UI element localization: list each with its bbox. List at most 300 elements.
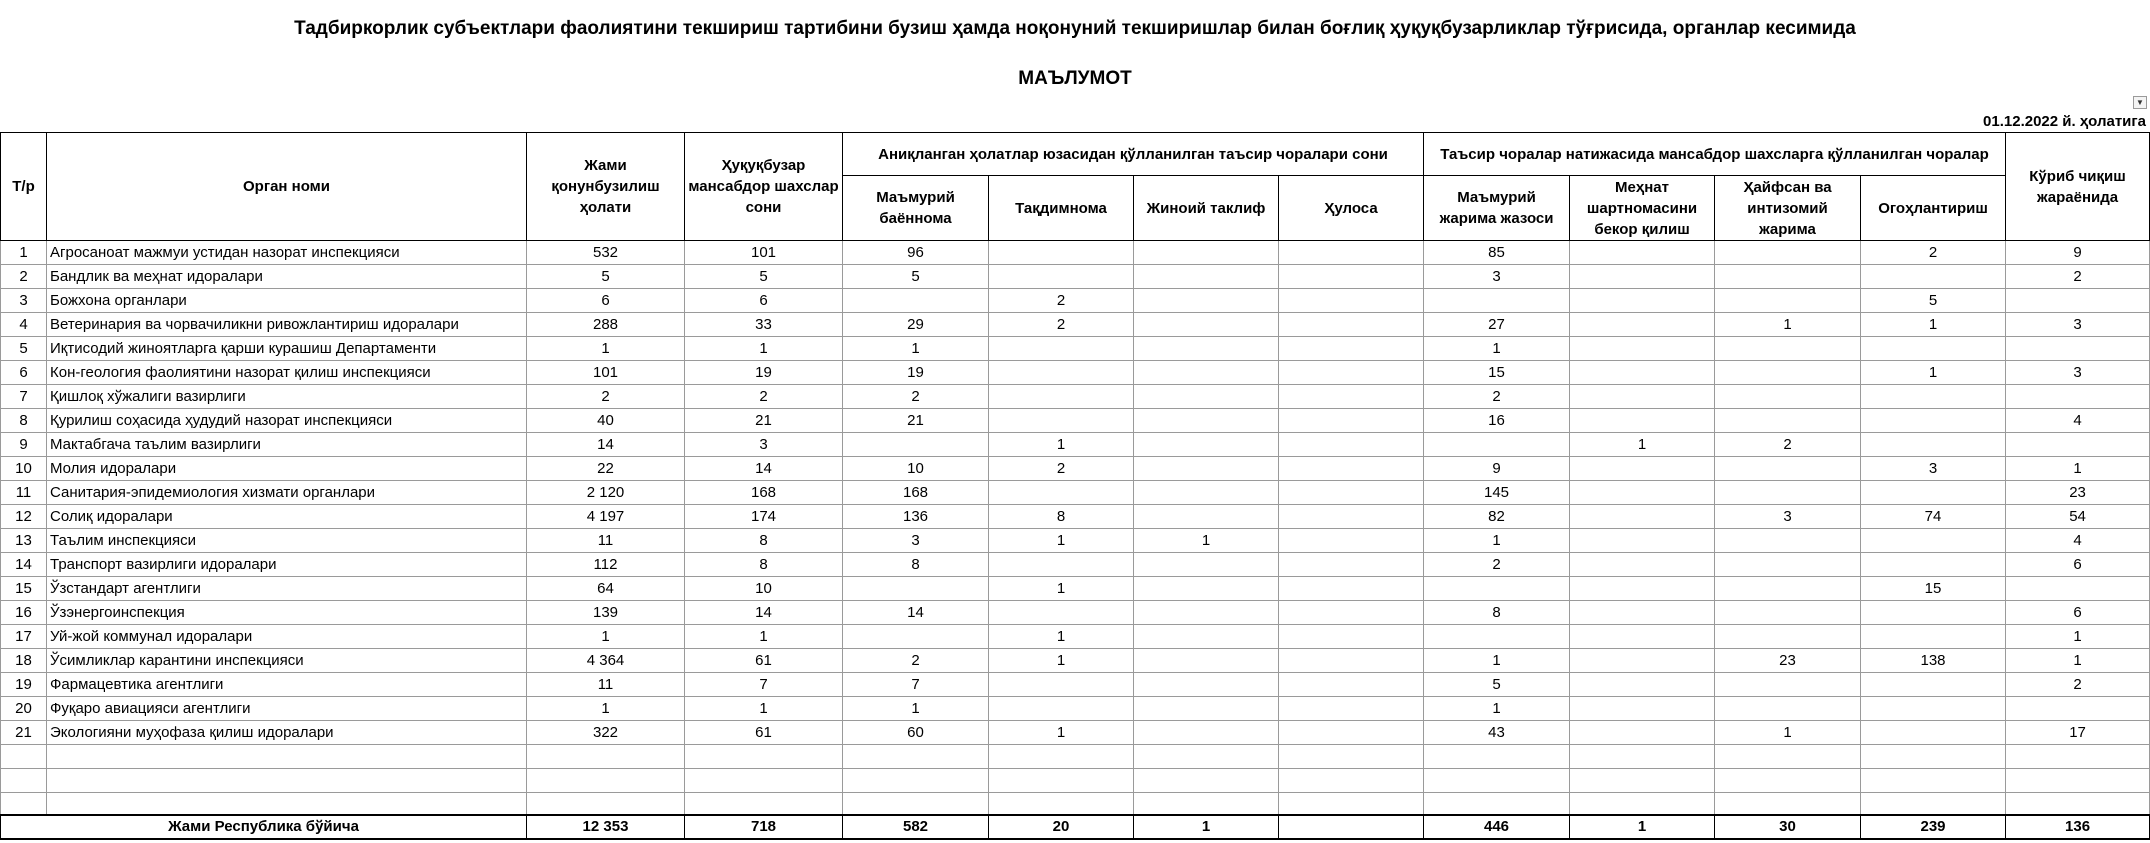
admin-protocol-cell: 96 bbox=[843, 241, 989, 265]
total-violations-cell: 532 bbox=[527, 241, 685, 265]
totals-recommendation: 20 bbox=[989, 815, 1134, 839]
totals-conclusion bbox=[1279, 815, 1424, 839]
col-header-num: Т/р bbox=[1, 133, 47, 241]
empty-cell bbox=[2006, 793, 2150, 816]
contract-termination-cell bbox=[1570, 601, 1715, 625]
discipline-cell: 3 bbox=[1715, 505, 1861, 529]
col-header-conclusion: Ҳулоса bbox=[1279, 176, 1424, 241]
row-number-cell: 17 bbox=[1, 625, 47, 649]
recommendation-cell bbox=[989, 265, 1134, 289]
col-header-contract: Меҳнат шартномасини бекор қилиш bbox=[1570, 176, 1715, 241]
conclusion-cell bbox=[1279, 625, 1424, 649]
admin-fine-cell: 82 bbox=[1424, 505, 1570, 529]
admin-fine-cell: 1 bbox=[1424, 697, 1570, 721]
table-row bbox=[1, 577, 2150, 601]
admin-protocol-cell: 21 bbox=[843, 409, 989, 433]
totals-discipline: 30 bbox=[1715, 815, 1861, 839]
table-row bbox=[1, 529, 2150, 553]
in-process-cell bbox=[2006, 697, 2150, 721]
discipline-cell bbox=[1715, 289, 1861, 313]
admin-fine-cell bbox=[1424, 625, 1570, 649]
criminal-proposal-cell bbox=[1134, 481, 1279, 505]
row-number-cell: 7 bbox=[1, 385, 47, 409]
officials-count-cell: 19 bbox=[685, 361, 843, 385]
total-violations-cell: 1 bbox=[527, 337, 685, 361]
recommendation-cell bbox=[989, 385, 1134, 409]
total-violations-cell: 322 bbox=[527, 721, 685, 745]
admin-protocol-cell: 1 bbox=[843, 337, 989, 361]
organ-name-cell: Транспорт вазирлиги идоралари bbox=[47, 553, 527, 577]
officials-count-cell: 61 bbox=[685, 649, 843, 673]
empty-cell bbox=[1, 769, 47, 793]
in-process-cell bbox=[2006, 577, 2150, 601]
discipline-cell bbox=[1715, 241, 1861, 265]
warning-cell bbox=[1861, 265, 2006, 289]
col-header-organ: Орган номи bbox=[47, 133, 527, 241]
organ-name-cell: Ўсимликлар карантини инспекцияси bbox=[47, 649, 527, 673]
in-process-cell: 23 bbox=[2006, 481, 2150, 505]
empty-row bbox=[1, 745, 2150, 769]
empty-cell bbox=[1279, 793, 1424, 816]
recommendation-cell bbox=[989, 337, 1134, 361]
table-row bbox=[1, 697, 2150, 721]
empty-cell bbox=[1715, 745, 1861, 769]
discipline-cell bbox=[1715, 337, 1861, 361]
officials-count-cell: 101 bbox=[685, 241, 843, 265]
admin-fine-cell: 1 bbox=[1424, 649, 1570, 673]
organ-name-cell: Уй-жой коммунал идоралари bbox=[47, 625, 527, 649]
table-row bbox=[1, 505, 2150, 529]
filter-dropdown-icon[interactable]: ▼ bbox=[2133, 96, 2147, 109]
total-violations-cell: 1 bbox=[527, 697, 685, 721]
criminal-proposal-cell bbox=[1134, 289, 1279, 313]
organ-name-cell: Агросаноат мажмуи устидан назорат инспекцияси bbox=[47, 241, 527, 265]
criminal-proposal-cell bbox=[1134, 361, 1279, 385]
row-number-cell: 18 bbox=[1, 649, 47, 673]
admin-protocol-cell bbox=[843, 625, 989, 649]
warning-cell bbox=[1861, 433, 2006, 457]
conclusion-cell bbox=[1279, 553, 1424, 577]
recommendation-cell: 1 bbox=[989, 433, 1134, 457]
conclusion-cell bbox=[1279, 385, 1424, 409]
conclusion-cell bbox=[1279, 409, 1424, 433]
empty-cell bbox=[1861, 745, 2006, 769]
total-violations-cell: 11 bbox=[527, 673, 685, 697]
contract-termination-cell bbox=[1570, 265, 1715, 289]
discipline-cell bbox=[1715, 697, 1861, 721]
contract-termination-cell bbox=[1570, 409, 1715, 433]
officials-count-cell: 10 bbox=[685, 577, 843, 601]
recommendation-cell bbox=[989, 241, 1134, 265]
organ-name-cell: Иқтисодий жиноятларга қарши курашиш Департаменти bbox=[47, 337, 527, 361]
empty-cell bbox=[47, 769, 527, 793]
col-header-total: Жами қонунбузилиш ҳолати bbox=[527, 133, 685, 241]
row-number-cell: 9 bbox=[1, 433, 47, 457]
empty-cell bbox=[1279, 769, 1424, 793]
discipline-cell bbox=[1715, 529, 1861, 553]
recommendation-cell: 1 bbox=[989, 721, 1134, 745]
total-violations-cell: 1 bbox=[527, 625, 685, 649]
admin-protocol-cell: 14 bbox=[843, 601, 989, 625]
row-number-cell: 10 bbox=[1, 457, 47, 481]
recommendation-cell bbox=[989, 673, 1134, 697]
officials-count-cell: 1 bbox=[685, 625, 843, 649]
organ-name-cell: Қишлоқ хўжалиги вазирлиги bbox=[47, 385, 527, 409]
warning-cell: 3 bbox=[1861, 457, 2006, 481]
criminal-proposal-cell: 1 bbox=[1134, 529, 1279, 553]
recommendation-cell bbox=[989, 361, 1134, 385]
officials-count-cell: 14 bbox=[685, 601, 843, 625]
discipline-cell: 23 bbox=[1715, 649, 1861, 673]
recommendation-cell: 1 bbox=[989, 649, 1134, 673]
contract-termination-cell: 1 bbox=[1570, 433, 1715, 457]
empty-cell bbox=[47, 793, 527, 816]
conclusion-cell bbox=[1279, 433, 1424, 457]
total-violations-cell: 64 bbox=[527, 577, 685, 601]
empty-cell bbox=[1134, 793, 1279, 816]
warning-cell bbox=[1861, 409, 2006, 433]
empty-cell bbox=[1424, 769, 1570, 793]
row-number-cell: 6 bbox=[1, 361, 47, 385]
totals-row bbox=[1, 815, 2150, 839]
in-process-cell: 6 bbox=[2006, 553, 2150, 577]
table-row bbox=[1, 481, 2150, 505]
conclusion-cell bbox=[1279, 457, 1424, 481]
empty-cell bbox=[989, 769, 1134, 793]
admin-fine-cell: 1 bbox=[1424, 529, 1570, 553]
criminal-proposal-cell bbox=[1134, 649, 1279, 673]
contract-termination-cell bbox=[1570, 481, 1715, 505]
discipline-cell bbox=[1715, 577, 1861, 601]
organ-name-cell: Кон-геология фаолиятини назорат қилиш инспекцияси bbox=[47, 361, 527, 385]
admin-protocol-cell: 10 bbox=[843, 457, 989, 481]
conclusion-cell bbox=[1279, 361, 1424, 385]
discipline-cell bbox=[1715, 457, 1861, 481]
discipline-cell bbox=[1715, 385, 1861, 409]
table-row bbox=[1, 337, 2150, 361]
criminal-proposal-cell bbox=[1134, 457, 1279, 481]
organ-name-cell: Ўзэнергоинспекция bbox=[47, 601, 527, 625]
col-header-recommendation: Тақдимнома bbox=[989, 176, 1134, 241]
recommendation-cell bbox=[989, 553, 1134, 577]
recommendation-cell bbox=[989, 409, 1134, 433]
total-violations-cell: 2 120 bbox=[527, 481, 685, 505]
in-process-cell: 3 bbox=[2006, 361, 2150, 385]
table-row bbox=[1, 649, 2150, 673]
row-number-cell: 16 bbox=[1, 601, 47, 625]
warning-cell bbox=[1861, 481, 2006, 505]
admin-fine-cell: 85 bbox=[1424, 241, 1570, 265]
criminal-proposal-cell bbox=[1134, 241, 1279, 265]
empty-cell bbox=[2006, 769, 2150, 793]
officials-count-cell: 1 bbox=[685, 697, 843, 721]
contract-termination-cell bbox=[1570, 313, 1715, 337]
total-violations-cell: 101 bbox=[527, 361, 685, 385]
conclusion-cell bbox=[1279, 289, 1424, 313]
officials-count-cell: 174 bbox=[685, 505, 843, 529]
col-group-measures: Аниқланган ҳолатлар юзасидан қўлланилган таъсир чоралари сони bbox=[843, 133, 1424, 176]
discipline-cell: 1 bbox=[1715, 313, 1861, 337]
row-number-cell: 12 bbox=[1, 505, 47, 529]
discipline-cell bbox=[1715, 265, 1861, 289]
conclusion-cell bbox=[1279, 313, 1424, 337]
row-number-cell: 13 bbox=[1, 529, 47, 553]
row-number-cell: 5 bbox=[1, 337, 47, 361]
table-row bbox=[1, 241, 2150, 265]
recommendation-cell: 8 bbox=[989, 505, 1134, 529]
col-header-admin-fine: Маъмурий жарима жазоси bbox=[1424, 176, 1570, 241]
criminal-proposal-cell bbox=[1134, 697, 1279, 721]
criminal-proposal-cell bbox=[1134, 337, 1279, 361]
date-note: 01.12.2022 й. ҳолатига bbox=[1983, 113, 2146, 130]
empty-cell bbox=[989, 793, 1134, 816]
warning-cell bbox=[1861, 721, 2006, 745]
row-number-cell: 4 bbox=[1, 313, 47, 337]
contract-termination-cell bbox=[1570, 385, 1715, 409]
warning-cell bbox=[1861, 625, 2006, 649]
warning-cell: 1 bbox=[1861, 361, 2006, 385]
contract-termination-cell bbox=[1570, 553, 1715, 577]
warning-cell: 2 bbox=[1861, 241, 2006, 265]
col-header-discipline: Ҳайфсан ва интизомий жарима bbox=[1715, 176, 1861, 241]
empty-cell bbox=[1861, 769, 2006, 793]
report-table bbox=[0, 132, 2150, 840]
warning-cell bbox=[1861, 337, 2006, 361]
officials-count-cell: 33 bbox=[685, 313, 843, 337]
criminal-proposal-cell bbox=[1134, 625, 1279, 649]
contract-termination-cell bbox=[1570, 529, 1715, 553]
in-process-cell: 6 bbox=[2006, 601, 2150, 625]
in-process-cell: 4 bbox=[2006, 409, 2150, 433]
report-title: Тадбиркорлик субъектлари фаолиятини текшириш тартибини бузиш ҳамда ноқонуний текширишлар билан боғлиқ ҳуқуқбузарликлар тўғрисида, органлар кесимида bbox=[294, 18, 1856, 39]
row-number-cell: 21 bbox=[1, 721, 47, 745]
conclusion-cell bbox=[1279, 529, 1424, 553]
totals-total: 12 353 bbox=[527, 815, 685, 839]
in-process-cell: 4 bbox=[2006, 529, 2150, 553]
conclusion-cell bbox=[1279, 697, 1424, 721]
empty-cell bbox=[685, 769, 843, 793]
officials-count-cell: 168 bbox=[685, 481, 843, 505]
table-row bbox=[1, 361, 2150, 385]
row-number-cell: 14 bbox=[1, 553, 47, 577]
empty-cell bbox=[685, 793, 843, 816]
admin-protocol-cell: 8 bbox=[843, 553, 989, 577]
organ-name-cell: Қурилиш соҳасида ҳудудий назорат инспекцияси bbox=[47, 409, 527, 433]
contract-termination-cell bbox=[1570, 289, 1715, 313]
admin-protocol-cell bbox=[843, 289, 989, 313]
empty-cell bbox=[1570, 745, 1715, 769]
empty-cell bbox=[1570, 793, 1715, 816]
row-number-cell: 11 bbox=[1, 481, 47, 505]
organ-name-cell: Ветеринария ва чорвачиликни ривожлантириш идоралари bbox=[47, 313, 527, 337]
table-row bbox=[1, 265, 2150, 289]
in-process-cell: 1 bbox=[2006, 625, 2150, 649]
total-violations-cell: 40 bbox=[527, 409, 685, 433]
officials-count-cell: 8 bbox=[685, 553, 843, 577]
officials-count-cell: 7 bbox=[685, 673, 843, 697]
total-violations-cell: 288 bbox=[527, 313, 685, 337]
admin-protocol-cell: 3 bbox=[843, 529, 989, 553]
contract-termination-cell bbox=[1570, 361, 1715, 385]
table-row bbox=[1, 601, 2150, 625]
officials-count-cell: 8 bbox=[685, 529, 843, 553]
admin-protocol-cell: 168 bbox=[843, 481, 989, 505]
warning-cell bbox=[1861, 385, 2006, 409]
empty-cell bbox=[1424, 745, 1570, 769]
totals-label: Жами Республика бўйича bbox=[1, 815, 527, 839]
conclusion-cell bbox=[1279, 505, 1424, 529]
total-violations-cell: 22 bbox=[527, 457, 685, 481]
admin-protocol-cell: 2 bbox=[843, 649, 989, 673]
empty-cell bbox=[527, 769, 685, 793]
organ-name-cell: Солиқ идоралари bbox=[47, 505, 527, 529]
contract-termination-cell bbox=[1570, 505, 1715, 529]
criminal-proposal-cell bbox=[1134, 553, 1279, 577]
contract-termination-cell bbox=[1570, 337, 1715, 361]
empty-cell bbox=[843, 745, 989, 769]
empty-cell bbox=[1, 745, 47, 769]
discipline-cell: 1 bbox=[1715, 721, 1861, 745]
col-header-warning: Огоҳлантириш bbox=[1861, 176, 2006, 241]
admin-protocol-cell bbox=[843, 433, 989, 457]
contract-termination-cell bbox=[1570, 721, 1715, 745]
recommendation-cell bbox=[989, 601, 1134, 625]
totals-criminal: 1 bbox=[1134, 815, 1279, 839]
criminal-proposal-cell bbox=[1134, 721, 1279, 745]
total-violations-cell: 139 bbox=[527, 601, 685, 625]
report-subtitle: МАЪЛУМОТ bbox=[1018, 68, 1132, 89]
admin-protocol-cell bbox=[843, 577, 989, 601]
criminal-proposal-cell bbox=[1134, 505, 1279, 529]
admin-fine-cell: 43 bbox=[1424, 721, 1570, 745]
warning-cell bbox=[1861, 673, 2006, 697]
criminal-proposal-cell bbox=[1134, 313, 1279, 337]
admin-fine-cell: 15 bbox=[1424, 361, 1570, 385]
row-number-cell: 15 bbox=[1, 577, 47, 601]
row-number-cell: 8 bbox=[1, 409, 47, 433]
officials-count-cell: 21 bbox=[685, 409, 843, 433]
empty-cell bbox=[843, 793, 989, 816]
warning-cell: 138 bbox=[1861, 649, 2006, 673]
col-group-penalties: Таъсир чоралар натижасида мансабдор шахсларга қўлланилган чоралар bbox=[1424, 133, 2006, 176]
conclusion-cell bbox=[1279, 673, 1424, 697]
admin-fine-cell: 2 bbox=[1424, 553, 1570, 577]
admin-fine-cell: 27 bbox=[1424, 313, 1570, 337]
admin-fine-cell bbox=[1424, 289, 1570, 313]
discipline-cell bbox=[1715, 601, 1861, 625]
in-process-cell: 54 bbox=[2006, 505, 2150, 529]
col-header-criminal: Жиноий таклиф bbox=[1134, 176, 1279, 241]
recommendation-cell: 2 bbox=[989, 457, 1134, 481]
criminal-proposal-cell bbox=[1134, 673, 1279, 697]
warning-cell: 15 bbox=[1861, 577, 2006, 601]
totals-warning: 239 bbox=[1861, 815, 2006, 839]
discipline-cell bbox=[1715, 409, 1861, 433]
admin-fine-cell: 145 bbox=[1424, 481, 1570, 505]
criminal-proposal-cell bbox=[1134, 601, 1279, 625]
empty-cell bbox=[2006, 745, 2150, 769]
table-row bbox=[1, 313, 2150, 337]
table-row bbox=[1, 673, 2150, 697]
officials-count-cell: 5 bbox=[685, 265, 843, 289]
empty-cell bbox=[989, 745, 1134, 769]
officials-count-cell: 14 bbox=[685, 457, 843, 481]
warning-cell: 5 bbox=[1861, 289, 2006, 313]
row-number-cell: 2 bbox=[1, 265, 47, 289]
in-process-cell: 17 bbox=[2006, 721, 2150, 745]
contract-termination-cell bbox=[1570, 649, 1715, 673]
admin-fine-cell: 5 bbox=[1424, 673, 1570, 697]
empty-cell bbox=[843, 769, 989, 793]
admin-fine-cell: 16 bbox=[1424, 409, 1570, 433]
in-process-cell: 3 bbox=[2006, 313, 2150, 337]
contract-termination-cell bbox=[1570, 241, 1715, 265]
organ-name-cell: Бандлик ва меҳнат идоралари bbox=[47, 265, 527, 289]
in-process-cell bbox=[2006, 385, 2150, 409]
admin-fine-cell bbox=[1424, 577, 1570, 601]
contract-termination-cell bbox=[1570, 697, 1715, 721]
conclusion-cell bbox=[1279, 481, 1424, 505]
organ-name-cell: Экологияни муҳофаза қилиш идоралари bbox=[47, 721, 527, 745]
criminal-proposal-cell bbox=[1134, 577, 1279, 601]
totals-officials: 718 bbox=[685, 815, 843, 839]
conclusion-cell bbox=[1279, 265, 1424, 289]
admin-protocol-cell: 2 bbox=[843, 385, 989, 409]
warning-cell bbox=[1861, 601, 2006, 625]
conclusion-cell bbox=[1279, 721, 1424, 745]
admin-fine-cell: 9 bbox=[1424, 457, 1570, 481]
recommendation-cell bbox=[989, 481, 1134, 505]
in-process-cell: 1 bbox=[2006, 649, 2150, 673]
empty-row bbox=[1, 769, 2150, 793]
warning-cell: 1 bbox=[1861, 313, 2006, 337]
empty-cell bbox=[1715, 793, 1861, 816]
officials-count-cell: 2 bbox=[685, 385, 843, 409]
conclusion-cell bbox=[1279, 649, 1424, 673]
totals-admin-protocol: 582 bbox=[843, 815, 989, 839]
organ-name-cell: Санитария-эпидемиология хизмати органлари bbox=[47, 481, 527, 505]
recommendation-cell: 1 bbox=[989, 529, 1134, 553]
contract-termination-cell bbox=[1570, 457, 1715, 481]
table-row bbox=[1, 457, 2150, 481]
in-process-cell bbox=[2006, 433, 2150, 457]
in-process-cell bbox=[2006, 337, 2150, 361]
total-violations-cell: 4 364 bbox=[527, 649, 685, 673]
row-number-cell: 19 bbox=[1, 673, 47, 697]
officials-count-cell: 1 bbox=[685, 337, 843, 361]
in-process-cell: 2 bbox=[2006, 265, 2150, 289]
admin-protocol-cell: 7 bbox=[843, 673, 989, 697]
contract-termination-cell bbox=[1570, 577, 1715, 601]
total-violations-cell: 5 bbox=[527, 265, 685, 289]
contract-termination-cell bbox=[1570, 625, 1715, 649]
warning-cell: 74 bbox=[1861, 505, 2006, 529]
total-violations-cell: 11 bbox=[527, 529, 685, 553]
recommendation-cell: 1 bbox=[989, 625, 1134, 649]
admin-fine-cell bbox=[1424, 433, 1570, 457]
organ-name-cell: Мактабгача таълим вазирлиги bbox=[47, 433, 527, 457]
discipline-cell bbox=[1715, 361, 1861, 385]
in-process-cell bbox=[2006, 289, 2150, 313]
empty-cell bbox=[527, 793, 685, 816]
empty-cell bbox=[1, 793, 47, 816]
recommendation-cell: 1 bbox=[989, 577, 1134, 601]
col-header-in-process: Кўриб чиқиш жараёнида bbox=[2006, 133, 2150, 241]
table-row bbox=[1, 553, 2150, 577]
discipline-cell bbox=[1715, 673, 1861, 697]
empty-cell bbox=[1715, 769, 1861, 793]
recommendation-cell bbox=[989, 697, 1134, 721]
